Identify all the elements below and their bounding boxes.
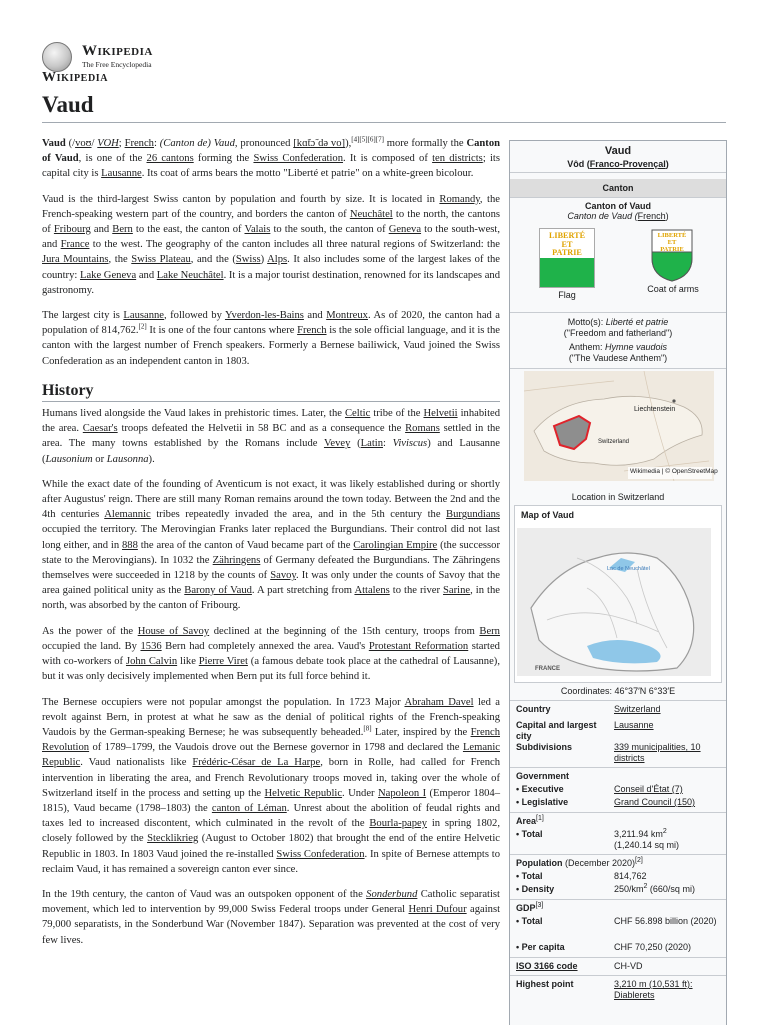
leman-link[interactable]: canton of Léman [211,802,287,814]
vevey-link[interactable]: Vevey [323,438,351,450]
france-map-label: FRANCE [535,666,560,672]
wikipedia-header [42,42,282,92]
yverdon-link[interactable]: Yverdon-les-Bains [224,310,304,322]
celtic-link[interactable]: Celtic [344,408,371,420]
switzerland-link[interactable]: Switzerland [614,704,661,714]
reformation-link[interactable]: Protestant Reformation [368,640,469,652]
switzerland-map-image [524,371,714,481]
iso-3166-link[interactable]: ISO 3166 code [516,961,578,971]
infobox [509,140,727,1025]
carolingian-link[interactable]: Carolingian Empire [353,539,438,551]
geneva-link[interactable]: Geneva [388,224,422,236]
attalens-link[interactable]: Attalens [354,585,390,597]
pronunciation-link[interactable]: [kɑ̃tɔ̃ də vo] [293,138,346,149]
confederation-link[interactable]: Swiss Confederation [276,848,365,860]
lake-map-label: Lac de Neuchâtel [607,566,650,572]
lake-neuchatel-link[interactable]: Lake Neuchâtel [156,269,224,281]
swiss-link[interactable]: Swiss [235,254,261,266]
switzerland-label: Switzerland [598,439,630,445]
flag-caption: Flag [558,290,576,300]
official-name: Canton of Vaud Canton de Vaud (French) [567,201,669,221]
lausanne-link[interactable]: Lausanne [123,310,164,322]
coa-caption: Coat of arms [647,284,699,294]
latin-link[interactable]: Latin [360,438,384,450]
zahringen-link[interactable]: Zähringens [212,554,261,566]
barony-link[interactable]: Barony of Vaud [184,585,252,597]
municipalities-link[interactable]: 339 municipalities, 10 districts [614,742,701,763]
lausanne-link[interactable]: Lausanne [101,168,142,180]
lausanne-link[interactable]: Lausanne [614,720,654,730]
house-savoy-link[interactable]: House of Savoy [137,625,210,637]
diablerets-link[interactable]: 3,210 m (10,531 ft): Diablerets [614,979,693,1000]
romandy-link[interactable]: Romandy [439,193,480,205]
flag-motto-text: LIBERTÉ ET PATRIE [548,231,586,257]
history-heading: History [42,383,500,402]
citation-ref[interactable]: [2] [138,322,147,331]
valais-link[interactable]: Valais [244,224,271,236]
neuchatel-link[interactable]: Neuchâtel [349,208,393,220]
map-attribution[interactable]: Wikimedia | © OpenStreetMap [630,468,718,475]
savoy-link[interactable]: Savoy [270,570,297,582]
respelling-link[interactable]: VOH [97,138,119,149]
bern-link[interactable]: Bern [112,224,133,236]
bern-link[interactable]: Bern [479,625,500,637]
native-name: Vôd (Franco-Provençal) [567,159,669,169]
year-888-link[interactable]: 888 [121,539,138,551]
dufour-link[interactable]: Henri Dufour [408,904,467,916]
location-caption: Location in Switzerland [571,492,665,502]
history-paragraph-1: Humans lived alongside the Vaud lakes in prehistoric times. Later, the Celtic tribe of the Helvetii inhabited the area. Caesar's troops defeated the Helvetii in 58 BC and as a consequence the Romans settled in the area. The many towns established by the Romans include Vevey (Latin: Viviscus) and Lausanne (Lausonium or Lausonna). [42,408,501,465]
la-harpe-link[interactable]: Frédéric-César de La Harpe [192,757,321,769]
wordmark-secondary: Wikipedia [42,70,109,85]
coa-motto-text: LIBERTÉ ET PATRIE [657,232,687,253]
executive-link[interactable]: Conseil d'État (7) [614,784,683,794]
tagline: The Free Encyclopedia [82,60,152,69]
infobox-title: Vaud [604,145,632,157]
sonderbund-link[interactable]: Sonderbund [366,888,418,900]
bourla-papey-link[interactable]: Bourla-papey [369,818,428,830]
wikipedia-globe-icon[interactable] [42,42,72,72]
infobox-header [510,141,726,173]
citation-ref[interactable]: [8] [363,724,372,733]
alps-link[interactable]: Alps [267,254,288,266]
ipa-link[interactable]: voʊ [75,138,92,149]
napoleon-link[interactable]: Napoleon I [378,787,427,799]
franco-provencal-link[interactable]: Franco-Provençal [589,159,666,169]
france-link[interactable]: France [60,239,90,251]
intro-paragraph: Vaud (/voʊ/ VOH; French: (Canton de) Vaud, pronounced [kɑ̃tɔ̃ də vo]),[4][5][6][7] more formally the Canton of Vaud, is one of the 26 cantons forming the Swiss Confederation. It is composed of ten districts; its capital city is Lausanne. Its coat of arms bears the motto "Liberté et patrie" on a white-green bicolour. [42,135,501,180]
plateau-link[interactable]: Swiss Plateau [131,254,191,266]
lake-geneva-link[interactable]: Lake Geneva [79,269,137,281]
gdp-ref[interactable]: [3] [535,902,544,909]
sarine-link[interactable]: Sarine [443,585,471,597]
viret-link[interactable]: Pierre Viret [198,656,248,668]
history-paragraph-2: While the exact date of the founding of Aventicum is not exact, it was likely established during or shortly after Augustus' reign. There are still many Roman remains around the town today. Between the 2nd and the 4th centuries Alemannic tribes repeatedly invaded the area, and in the 5th century the Burgundians occupied the territory. The Merovingian Franks later replaced the Burgundians. Their control did not last long either, and in 888 the area of the canton of Vaud became part of the Carolingian Empire (the successor state to the Merovingians). In 1032 the Zähringens of Germany defeated the Burgundians. The Zähringens themselves were succeeded in 1218 by the counts of Savoy. It was only under the counts of Savoy that the area gained political unity as the Barony of Vaud. A part stretching from Attalens to the river Sarine, in the north, was absorbed by the canton of Fribourg. [42,478,500,612]
article-body [42,136,500,958]
romans-link[interactable]: Romans [405,423,440,435]
citation-refs[interactable]: [4][5][6][7] [351,135,384,144]
cantons-link[interactable]: 26 cantons [146,153,194,165]
history-paragraph-3: As the power of the House of Savoy declined at the beginning of the 15th century, troops from Bern occupied the land. By 1536 Bern had completely annexed the area. Vaud's Protestant Reformation started with co-workers of John Calvin like Pierre Viret (a famous debate took place at the cathedral of Lausanne), but it was only decisively implemented when Bern put its full force behind it. [42,625,500,683]
french-revolution-link[interactable]: French Revolution [42,726,500,754]
history-paragraph-4: The Bernese occupiers were not popular amongst the population. In 1723 Major Abraham Davel led a revolt against Bern, in protest at what he saw as the denial of political rights of the French-speaking Vaudois by the German-speaking Bernese; he was subsequently beheaded.[8] Later, inspired by the French Revolution of 1789–1799, the Vaudois drove out the Bernese governor in 1798 and declared the Lemanic Republic. Vaud nationalists like Frédéric-César de La Harpe, born in Rolle, had called for French intervention in liberating the area, and French Revolutionary troops moved in, taking over the whole of Switzerland itself in the process and setting up the Helvetic Republic. Under Napoleon I (Emperor 1804–1815), Vaud became (1798–1803) the canton of Léman. Unrest about the abolition of feudal rights and taxes led to increased discontent, which culminated in the revolt of the Bourla-papey in spring 1802, closely followed by the Stecklikrieg (August to October 1802) that brought the end of the entire Helvetic Republic in 1803. In 1803 Vaud joined the re-installed Swiss Confederation. In spite of Bernese attempts to reclaim Vaud, it has remained a sovereign canton ever since. [42,696,501,875]
montreux-link[interactable]: Montreux [326,310,368,322]
title-divider [42,122,726,123]
arms-section [510,222,726,306]
year-1536-link[interactable]: 1536 [140,640,162,652]
coordinates[interactable]: Coordinates: 46°37′N 6°33′E [560,686,676,696]
infobox-data: Country Switzerland Capital and largest city Lausanne Subdivisions 339 municipalities, 10 districts Government • Executive Conseil d'État (7) • Legislative Grand Council (150) Area[1] • Total 3,211.94 $km^2$ (1,240.14 sq mi) Population (December 2020)[2] • Total 814,762 • Density $250/km^2$ (660/sq mi) GDP[3] • Total CHF 56.898 billion (2020) • Per capita CHF 70,250 (2020) ISO 3166 code CH-VD Highest point 3,210 m (10,531 ft): Diablerets [510,700,726,1025]
stecklikrieg-link[interactable]: Stecklikrieg [147,833,199,845]
caesar-link[interactable]: Caesar's [82,423,118,435]
flag-image[interactable] [539,228,595,288]
french-language-link[interactable]: French [297,325,327,337]
french-link[interactable]: French [637,211,666,221]
area-ref[interactable]: [1] [536,815,544,822]
geography-paragraph: Vaud is the third-largest Swiss canton by population and fourth by size. It is located in Romandy, the French-speaking western part of the country, and borders the canton of Neuchâtel to the north, the cantons of Fribourg and Bern to the east, the canton of Valais to the south, the canton of Geneva to the south-west, and France to the west. The geography of the canton includes all three natural regions of Switzerland: the Jura Mountains, the Swiss Plateau, and the (Swiss) Alps. It also includes some of the largest lakes of the country: Lake Geneva and Lake Neuchâtel. It is a major tourist destination, renowned for its landscapes and gastronomy. [42,193,501,296]
helvetii-link[interactable]: Helvetii [423,408,458,420]
helvetic-republic-link[interactable]: Helvetic Republic [264,787,343,799]
confederation-link[interactable]: Swiss Confederation [253,153,344,165]
lemanic-link[interactable]: Lemanic Republic [42,742,500,769]
wordmark[interactable]: Wikipedia [82,43,153,59]
fribourg-link[interactable]: Fribourg [53,224,91,236]
burgundians-link[interactable]: Burgundians [446,509,500,521]
page-title: Vaud [42,92,94,117]
calvin-link[interactable]: John Calvin [125,656,178,668]
cities-paragraph: The largest city is Lausanne, followed by Yverdon-les-Bains and Montreux. As of 2020, the canton had a population of 814,762.[2] It is one of the four cantons where French is the sole official language, and it is the canton with the largest number of French speakers. Formerly a Bernese bailiwick, Vaud joined the Swiss Confederation as an independent canton in 1803. [42,310,501,367]
motto-anthem: Motto(s): Liberté et patrie ("Freedom and fatherland") Anthem: Hymne vaudois ("The Vaudese Anthem") [510,312,726,368]
alemannic-link[interactable]: Alemannic [104,509,151,521]
liechtenstein-label: Liechtenstein [634,406,676,413]
location-map[interactable] [510,368,726,489]
history-paragraph-5: In the 19th century, the canton of Vaud was an outspoken opponent of the Sonderbund Catholic separatist movement, which led to intervention by 99,000 Swiss Federal troops under General Henri Dufour against 79,000 separatists, in the Sonderbund War (November 1847). Separation was prevented at the cost of very few lives. [42,888,501,946]
vaud-map-image [517,528,711,676]
davel-link[interactable]: Abraham Davel [404,696,474,708]
infobox-type: Canton [510,179,726,198]
jura-link[interactable]: Jura Mountains [42,254,109,266]
map-title: Map of Vaud [521,510,575,520]
population-ref[interactable]: [2] [635,857,643,864]
districts-link[interactable]: ten districts [432,153,483,165]
vaud-map[interactable] [514,505,722,683]
french-link[interactable]: French [124,138,154,149]
legislative-link[interactable]: Grand Council (150) [614,797,696,807]
